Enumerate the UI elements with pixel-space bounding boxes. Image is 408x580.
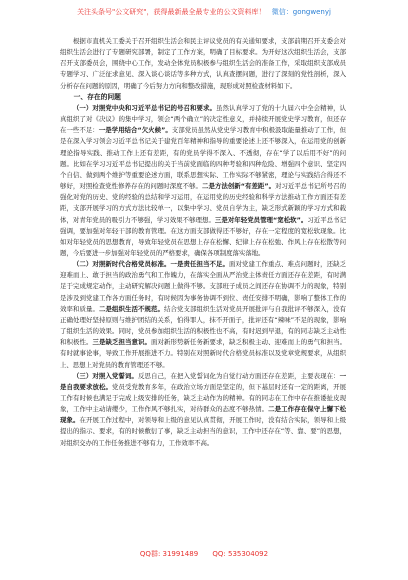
subsection-2 — [60, 259, 346, 371]
point-2-body: 对习近平总书记所号召的强化对党的历史、党的经验的总结和学习运用，在运用党的历史经验和科学方法推动工作方面还有差距，支部开展学习的方式方法比较单一，以集中学习、党员自学为主，缺乏形式新颖的学习方式和载体，对青年党员的吸引力不够强，学习效果不够理想。 — [60, 182, 346, 224]
point-3-title: 三是对年轻党员管理“宽松软”。 — [214, 215, 308, 224]
intro-paragraph: 根据市直机关工委关于召开组织生活会和民主评议党员的有关通知要求，支部前期召开支委会对组织生活会进行了专题研究部署，制定了工作方案，明确了目标要求。为开好这次组织生活会，支部召开支部委员会，围绕中心工作，发动全体党员积极参与组织生活会的准备工作，采取组织支部成员专题学习、广泛征求意见、深入谈心谈话等多种方式，认真查摆问题，进行了深刻的党性剖析，深入分析存在问题的原因，明确了今后努力方向和整改措施，现形成对照检查材料如下。 — [60, 37, 346, 90]
point-7-body: 在开展工作过程中，对领导和上级的意见认真贯彻，开展工作时，没有结合实际，领导和上级提出的指示、要求，有的时候敷衍了事，缺乏主动担当的意识，工作中还存在“等、靠、要”的思想，对组织交办的工作任务推进不够有力，工作效率不高。 — [60, 416, 346, 447]
document-body — [60, 36, 346, 449]
qq-number-text: QQ: 535304092 — [212, 550, 269, 558]
point-2-title: 二是方法创新“有差距”。 — [202, 182, 276, 191]
point-4-title: 二是组织生活不规范。 — [99, 304, 165, 313]
subsection-1 — [60, 103, 346, 259]
point-7-title: 二是工作存在保守上懈下松现象。 — [60, 405, 346, 425]
banner-promo-text: 关注头条号"公文研究"，获得最新最全最专业的公文资料库！ — [77, 8, 266, 16]
point-6-title: 一是自我要求放松。 — [60, 371, 346, 391]
promo-banner — [0, 8, 408, 16]
point-5-title: 三是缺乏担当意识。 — [92, 338, 152, 347]
point-1-body: 支部党员虽然从党史学习教育中积极汲取能量推动了工作，但是在深入学习领会习近平总书记关于建党百年精神和指导的重要论述上还不够深入，在运用党的创新理论指导实践、推动工作上还有差距，有的党员学得不深入、不透彻，存在“学了以后用不好”的问题。比如在学习习近平总书记提出的关于当前党面临的四种考验和四种危险、增强四个意识、坚定四个自信、做到两个维护等重要论述方面，联系思想实际、工作实际不够紧密，理论与实践结合得还不够好，对照检查党性修养存在的问题时深度不够。 — [60, 126, 346, 191]
subsection-3-intro: 反思自己，在把入党誓词化为自觉行动方面还存在差距，主要表现在： — [137, 371, 340, 380]
qq-group-text: QQ群: 31991489 — [139, 550, 199, 558]
point-3-body: 习近平总书记强调，要加强对年轻干部的教育管理。在这方面支部做得还不够好，存在一定程度的宽松软现象。比如对年轻党员的思想教育，导致年轻党员在思想上存在松懈、纪律上存在松弛、作风上存在松散等问题，今后要进一步加强对年轻党员的严格要求，确保各项制度落实落地。 — [60, 215, 347, 257]
contact-footer — [0, 549, 408, 559]
subsection-2-title-b: 一是责任担当不足。 — [170, 260, 230, 269]
point-5-body: 面对新形势新任务新要求，缺乏积极主动、迎难而上的勇气和担当。有时就事论事，导致工作开展推进不力。特别在对照新时代合格党员标准以及党章党规要求，从组织上、思想上对党员的教育管理还不够。 — [60, 338, 346, 369]
subsection-1-title: （一）对照党中央和习近平总书记的号召和要求。 — [72, 103, 216, 112]
subsection-3 — [60, 371, 346, 449]
banner-wechat-text: 微信：gongwenyj — [271, 8, 331, 16]
section-heading: 一、存在的问题 — [73, 92, 121, 101]
point-1-title: 一是学用结合“欠火候”。 — [98, 126, 172, 135]
point-6-body: 党员受党教育多年，在政治立场方面是坚定的，但下基层时还有一定的距离，开展工作有时候也满足于完成上级安排的任务，缺乏主动作为的精神。有的同志在工作中存在推诿扯皮现象，工作中主动请缨少，工作作风不够扎实，对待群众的态度不够热情。 — [60, 382, 347, 414]
subsection-2-body: 面对党建工作重点、难点问题时，还缺乏迎难而上、敢于担当的政治勇气和工作魄力，在落实全面从严治党主体责任方面还存在差距，有时满足于完成规定动作，主动研究解决问题上做得不够。支部班子成员之间还存在协调不力的现象，特别是涉及到党建工作各方面任务时，有时候因为事务协调不到位、责任安排不明确，影响了整体工作的效率和质量。 — [60, 260, 346, 313]
subsection-2-title: （二）对照新时代合格党员标准。 — [72, 260, 171, 269]
subsection-3-title: （三）对照入党誓词。 — [72, 371, 138, 380]
subsection-1-intro: 虽然认真学习了党的十九届六中全会精神，认真组织了对《决议》的集中学习，领会“两个确立”的决定性意义，并持续开展党史学习教育，但还存在一些不足： — [60, 103, 346, 135]
point-4-body: 结合党支部组织生活对党员开展批评与自我批评不够深入，没有正确处理好坚持原则与维护团结的关系，怕得罪人，抹不开面子，批评还有“辣味”不足的现象，影响了组织生活的效果。同时，党员参加组织生活的积极性也不高，有时迟到早退，有的同志缺乏主动性和积极性。 — [60, 304, 346, 347]
